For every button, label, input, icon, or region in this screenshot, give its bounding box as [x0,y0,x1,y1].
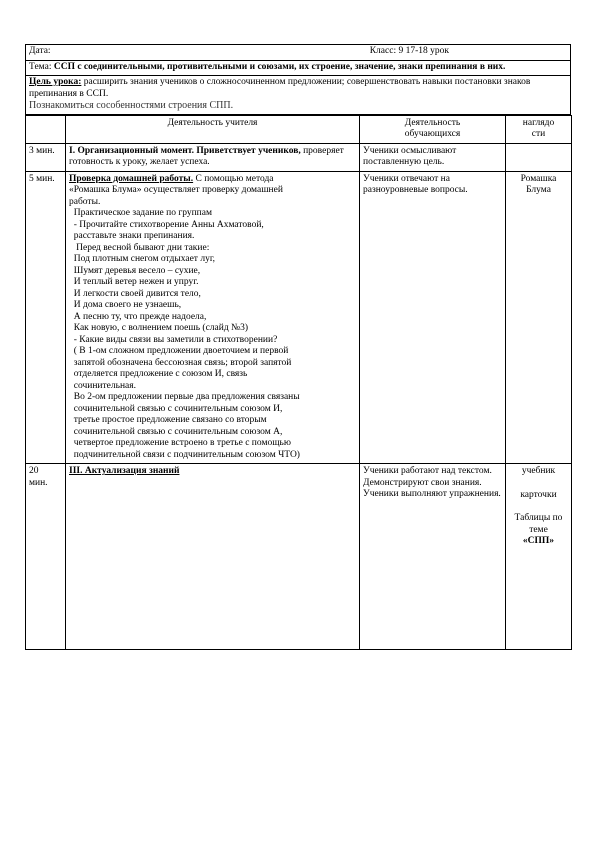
time-cell: 3 мин. [26,143,66,171]
text-line: расставьте знаки препинания. [69,231,195,241]
goal-text: расширить знания учеников о сложносочиненном предложении; совершенствовать навыки постановки знаков препинания в ССП. [29,77,531,99]
text-line: Перед весной бывают дни такие: [69,242,210,253]
table-row [26,143,572,171]
homework-text [69,185,356,461]
text-line: сочинительная. [69,380,136,391]
lesson-header [25,44,571,115]
goal-extra: Познакомиться сособенностями строения СПП. [29,100,234,111]
teacher-header: Деятельность учителя [66,115,360,143]
text-line: Как новую, с волнением поешь (слайд №3) [69,323,249,333]
students-header: Деятельность обучающихся [360,115,506,143]
date-label: Дата: [29,46,51,56]
text-line: подчинительной связи с подчинительным союзом ЧТО) [69,449,300,460]
text-line: запятой обозначена бессоюзная связь; второй запятой [69,357,292,368]
table-header-row [26,115,572,143]
topic-label: Тема: [29,61,52,72]
text-line: ( В 1-ом сложном предложении двоеточием и первой [69,346,289,356]
topic-row [26,61,570,77]
goal-label: Цель урока: [29,77,82,87]
date-row [26,45,570,61]
students-cell: Ученики отвечают на разноуровневые вопросы. [360,171,506,464]
topic-text: ССП с соединительными, противительными и союзами, их строение, значение, знаки препинания в них. [53,61,506,72]
teacher-cell [66,171,360,464]
text-line: И легкости своей дивится тело, [69,288,201,299]
text-line: - Какие виды связи вы заметили в стихотворении? [69,334,278,345]
text-line: А песню ту, что прежде надоела, [69,311,207,322]
visual-cell: учебник карточки Таблицы по теме «СПП» [506,464,572,650]
students-cell: Ученики осмысливают поставленную цель. [360,143,506,171]
table-row [26,464,572,650]
time-cell: 5 мин. [26,171,66,464]
text-line: Во 2-ом предложении первые два предложения связаны [69,392,300,402]
text-line: сочинительной связью с сочинительным союзом А, [69,426,283,437]
text-line: отделяется предложение с союзом И, связь [69,369,248,379]
text-line: третье простое предложение связано со вторым [69,415,267,425]
lesson-plan-sheet [25,44,571,650]
stage-title: I. Организационный момент. Приветствует учеников, [69,145,301,156]
text-line: сочинительной связью с сочинительным союзом И, [69,403,283,414]
table-row [26,171,572,464]
text-line: Практическое задание по группам [69,208,212,218]
text-line: И теплый ветер нежен и упруг. [69,277,199,287]
lesson-table [25,115,572,651]
time-header [26,115,66,143]
text-line: работы. [69,196,101,207]
goal-row [26,76,570,115]
visual-header: наглядо сти [506,115,572,143]
stage-text: проверяет готовность к уроку, желает успеха. [69,145,344,167]
stage-title: III. Актуализация знаний [69,466,180,476]
text-line: Под плотным снегом отдыхает луг, [69,254,216,264]
time-cell: 20 мин. [26,464,66,650]
text-line: И дома своего не узнаешь, [69,300,182,310]
visual-cell [506,143,572,171]
text-line: четвертое предложение встроено в третье с помощью [69,438,291,448]
teacher-cell [66,143,360,171]
method-text: С помощью метода [193,173,274,184]
text-line: «Ромашка Блума» осуществляет проверку домашней [69,185,283,195]
text-line: Шумят деревья весело – сухие, [69,265,201,276]
visual-cell: Ромашка Блума [506,171,572,464]
class-label: Класс: 9 17-18 урок [369,46,449,56]
students-cell: Ученики работают над текстом. Демонстрируют свои знания. Ученики выполняют упражнения. [360,464,506,650]
text-line: - Прочитайте стихотворение Анны Ахматовой, [69,219,264,230]
teacher-cell [66,464,360,650]
stage-title: Проверка домашней работы. [69,173,194,184]
